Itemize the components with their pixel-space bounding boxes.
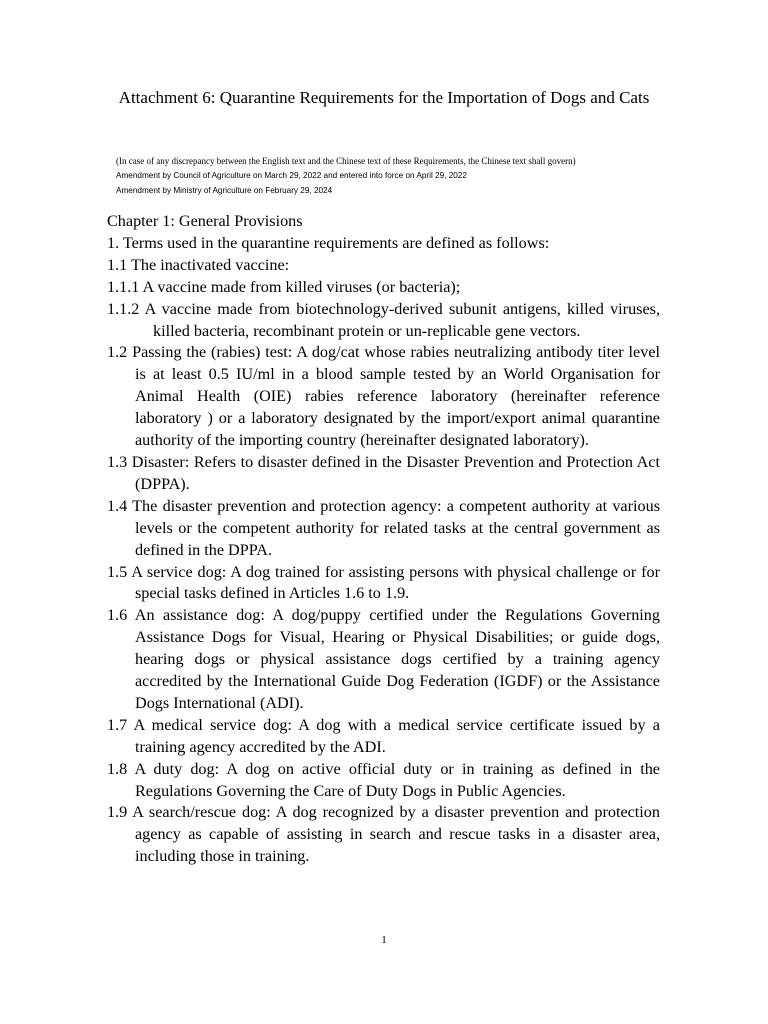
definition-1-5: 1.5 A service dog: A dog trained for assisting persons with physical challenge or for special tasks defined in Articles 1.6 to 1.9.: [107, 562, 660, 603]
page-number: 1: [381, 934, 387, 946]
definition-1-4: 1.4 The disaster prevention and protection agency: a competent authority at various levels or the competent authority for related tasks at the central government as defined in the DPPA.: [107, 496, 660, 559]
definition-1-9: 1.9 A search/rescue dog: A dog recognized by a disaster prevention and protection agency as capable of assisting in search and rescue tasks in a disaster area, including those in training.: [107, 803, 660, 866]
amendment-note-2024: Amendment by Ministry of Agriculture on February 29, 2024: [116, 186, 333, 195]
definition-1-2: 1.2 Passing the (rabies) test: A dog/cat whose rabies neutralizing antibody titer level is at least 0.5 IU/ml in a blood sample tested by an World Organisation for Animal Health (OIE) rabies reference laboratory (hereinafter reference laboratory ) or a laboratory designated by the import/export animal quarantine authority of the importing country (hereinafter designated laboratory).: [107, 343, 660, 450]
document-body: [107, 211, 660, 868]
definition-1-6: 1.6 An assistance dog: A dog/puppy certified under the Regulations Governing Assistance Dogs for Visual, Hearing or Physical Disabilities; or guide dogs, hearing dogs or physical assistance dogs certified by a training agency accredited by the International Guide Dog Federation (IGDF) or the Assistance Dogs International (ADI).: [107, 606, 660, 712]
language-discrepancy-note: (In case of any discrepancy between the English text and the Chinese text of these Requirements, the Chinese text shall govern): [116, 156, 576, 166]
definition-1-3: 1.3 Disaster: Refers to disaster defined in the Disaster Prevention and Protection Act (DPPA).: [107, 452, 660, 493]
definition-1-1-1: 1.1.1 A vaccine made from killed viruses (or bacteria);: [107, 277, 461, 296]
amendment-note-2022: Amendment by Council of Agriculture on March 29, 2022 and entered into force on April 29, 2022: [116, 171, 467, 180]
definition-1-1: 1.1 The inactivated vaccine:: [107, 255, 290, 274]
definition-1-1-2: 1.1.2 A vaccine made from biotechnology-derived subunit antigens, killed viruses, killed bacteria, recombinant protein or un-replicable gene vectors.: [107, 299, 660, 340]
document-title: Attachment 6: Quarantine Requirements for the Importation of Dogs and Cats: [118, 88, 650, 107]
chapter-heading: Chapter 1: General Provisions: [107, 212, 303, 230]
definition-1-8: 1.8 A duty dog: A dog on active official duty or in training as defined in the Regulations Governing the Care of Duty Dogs in Public Agencies.: [107, 759, 660, 800]
definition-1-7: 1.7 A medical service dog: A dog with a medical service certificate issued by a training agency accredited by the ADI.: [107, 715, 660, 756]
terms-intro: 1. Terms used in the quarantine requirements are defined as follows:: [107, 233, 550, 252]
